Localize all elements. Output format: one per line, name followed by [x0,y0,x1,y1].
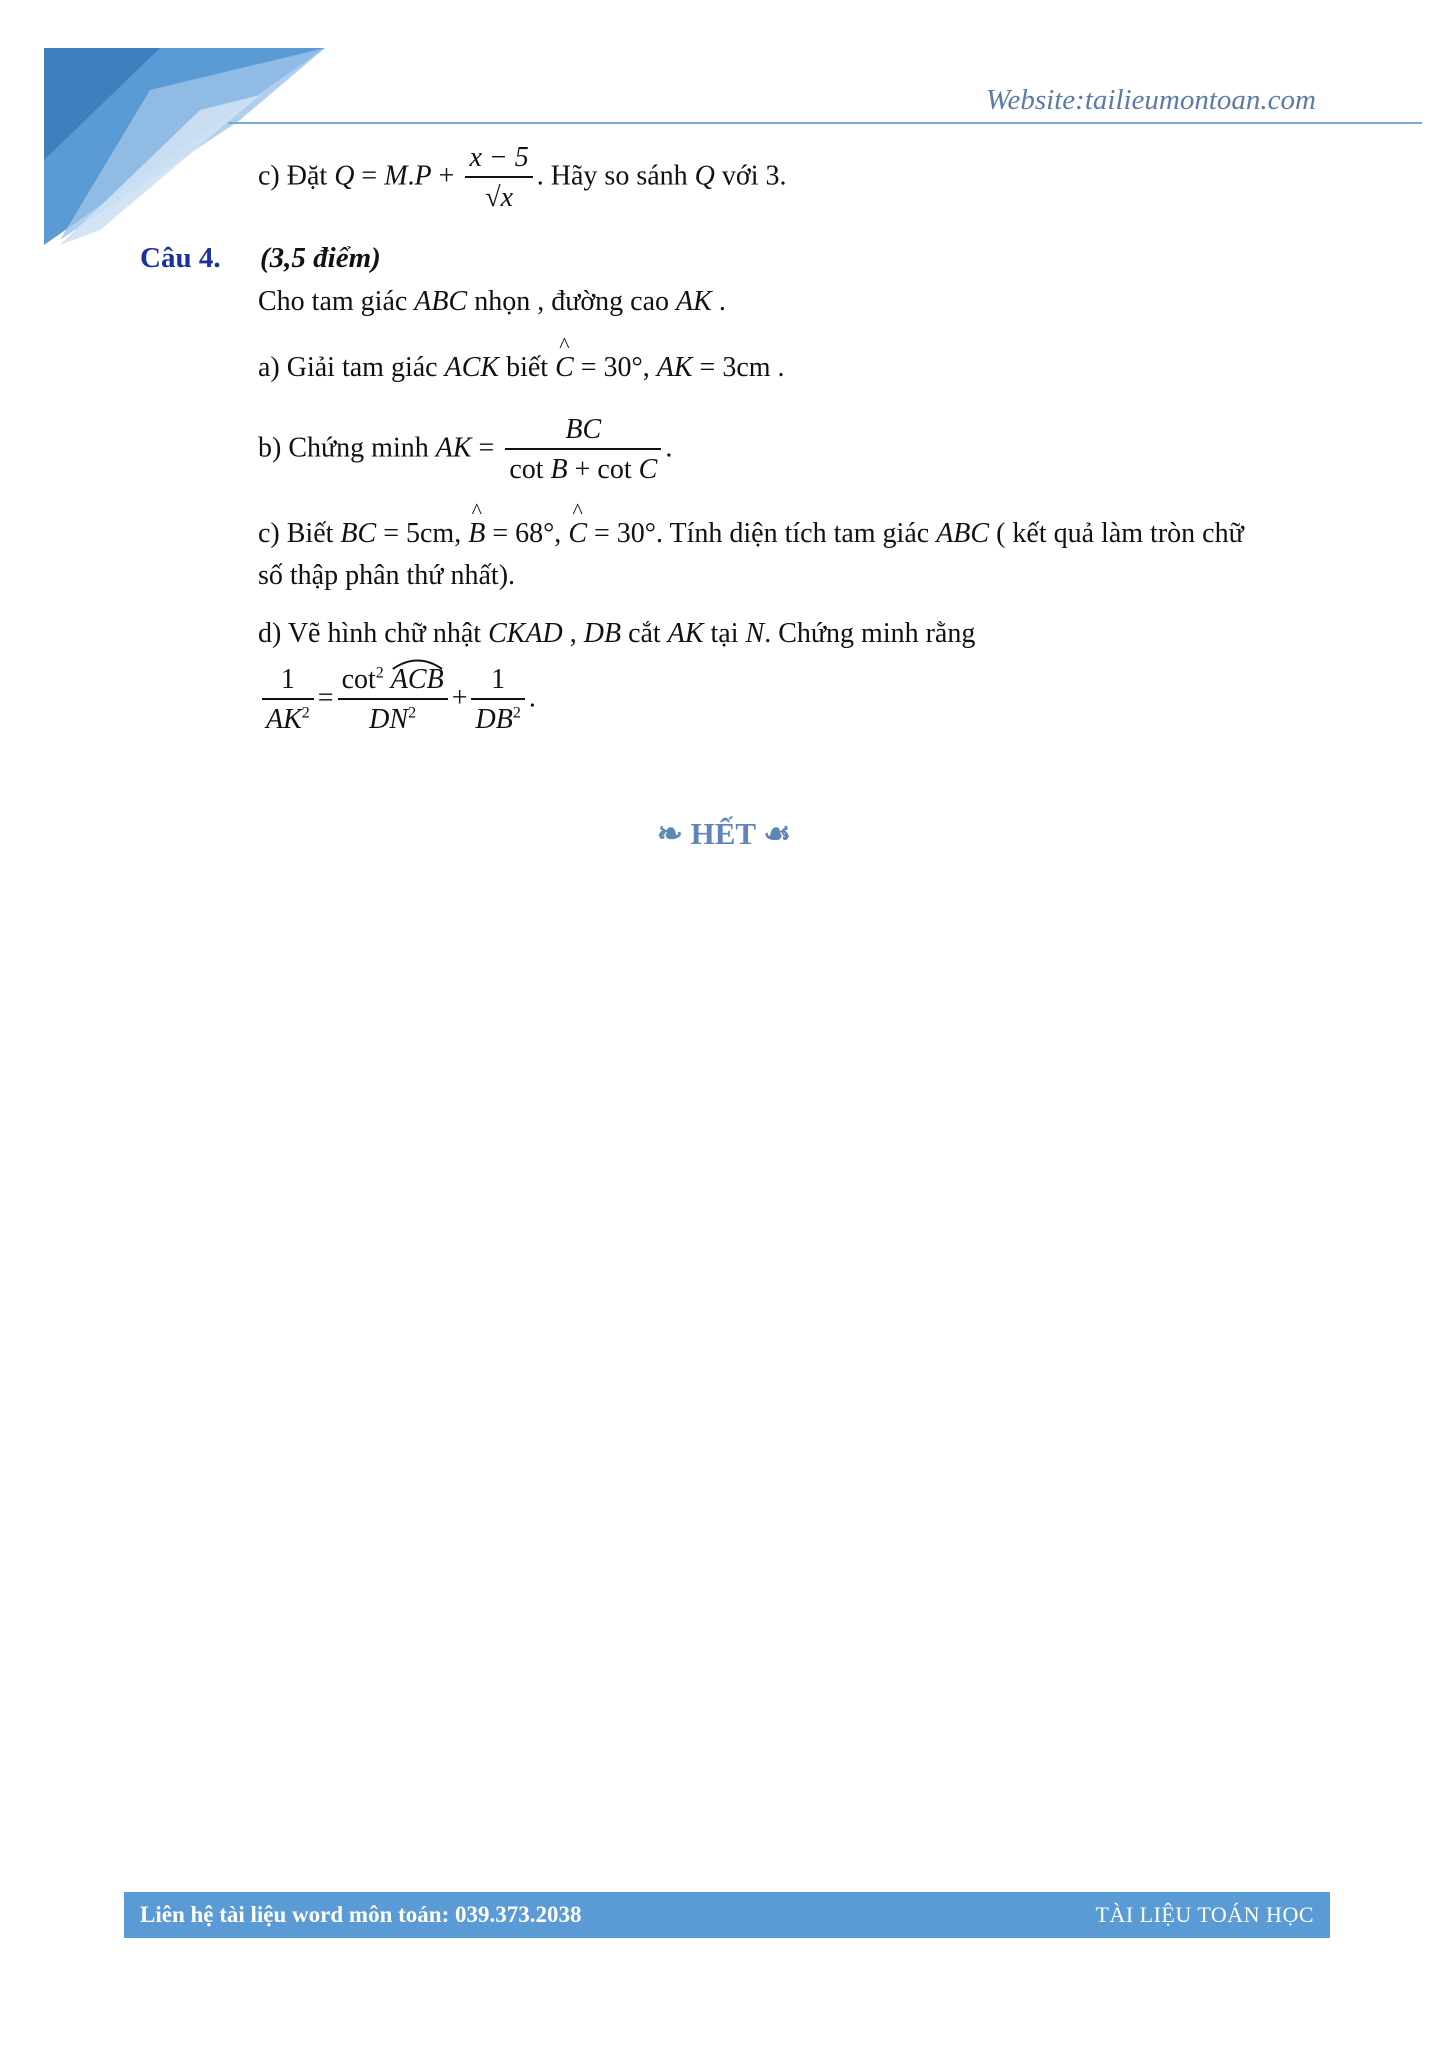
item-c3-tail2: với 3. [721,160,787,192]
item-d-prove: . Chứng minh rằng [764,618,976,649]
question-intro: Cho tam giác ABC nhọn , đường cao AK . [258,286,726,317]
footer-brand: TÀI LIỆU TOÁN HỌC [1095,1902,1314,1927]
item-b-label: b) Chứng minh [258,432,429,464]
intro-a: Cho tam giác [258,286,408,317]
ornament-left-icon: ❧ [656,816,683,851]
footer-contact: Liên hệ tài liệu word môn toán: 039.373.2038 [140,1902,582,1927]
item-d-label: d) Vẽ hình chữ nhật [258,618,482,649]
item-a: a) Giải tam giác ACK biết ^ C = 30°, AK = 3cm . [258,352,785,384]
fraction: $\frac{1}{AK^2}$ [262,664,314,736]
item-b: b) Chứng minh AK = $\frac{BC}{\text{cot B + cot C}}$ . [258,414,673,486]
item-c3-tail: . Hãy so sánh [536,160,688,192]
item-c-tail: . Tính diện tích tam giác [656,518,930,549]
item-d: d) Vẽ hình chữ nhật CKAD , DB cắt AK tại N. Chứng minh rằng [258,618,976,649]
fraction: $\cot^2$ ACB $DN^2$ [338,664,448,736]
item-d-cut: cắt [628,618,661,649]
item-a-label: a) Giải tam giác [258,352,438,383]
fraction: $\frac{1}{DB^2}$ [471,664,524,736]
website-header: Website:tailieumontoan.com [986,84,1316,116]
footer-bar [124,1892,1330,1938]
ornament-right-icon: ☙ [763,816,792,851]
corner-decoration [0,0,340,260]
fraction: $\frac{BC}{\text{cot B + cot C}}$ [505,414,661,486]
item-d-formula: $\frac{1}{AK^2}$ = $\cot^2$ ACB $DN^2$ + $\frac{1}{DB^2}$ . [258,664,536,736]
question-label: Câu 4. [140,242,221,274]
item-c: c) Biết BC = 5cm, ^ B = 68°, ^ C = 30°. Tính diện tích tam giác ABC ( kết quả làm tròn chữ [258,518,1244,550]
item-a-mid: biết [506,352,549,383]
item-c3-label: c) Đặt [258,160,328,192]
question-points: (3,5 điểm) [260,242,381,274]
header-rule [228,122,1422,124]
end-mark [0,816,1448,852]
item-c3: c) Đặt Q = M.P + $\frac{x - 5}{√x}$ . Hãy so sánh Q với 3. [258,142,787,214]
intro-b: nhọn , đường cao [474,286,670,317]
end-mark-text: HẾT [690,816,756,851]
item-c-line2: số thập phân thứ nhất). [258,560,516,591]
fraction: $\frac{x - 5}{√x}$ [465,142,532,214]
item-c-tail2: ( kết quả làm tròn chữ [996,518,1244,549]
item-d-at: tại [710,618,739,649]
item-c-label: c) Biết [258,518,334,549]
